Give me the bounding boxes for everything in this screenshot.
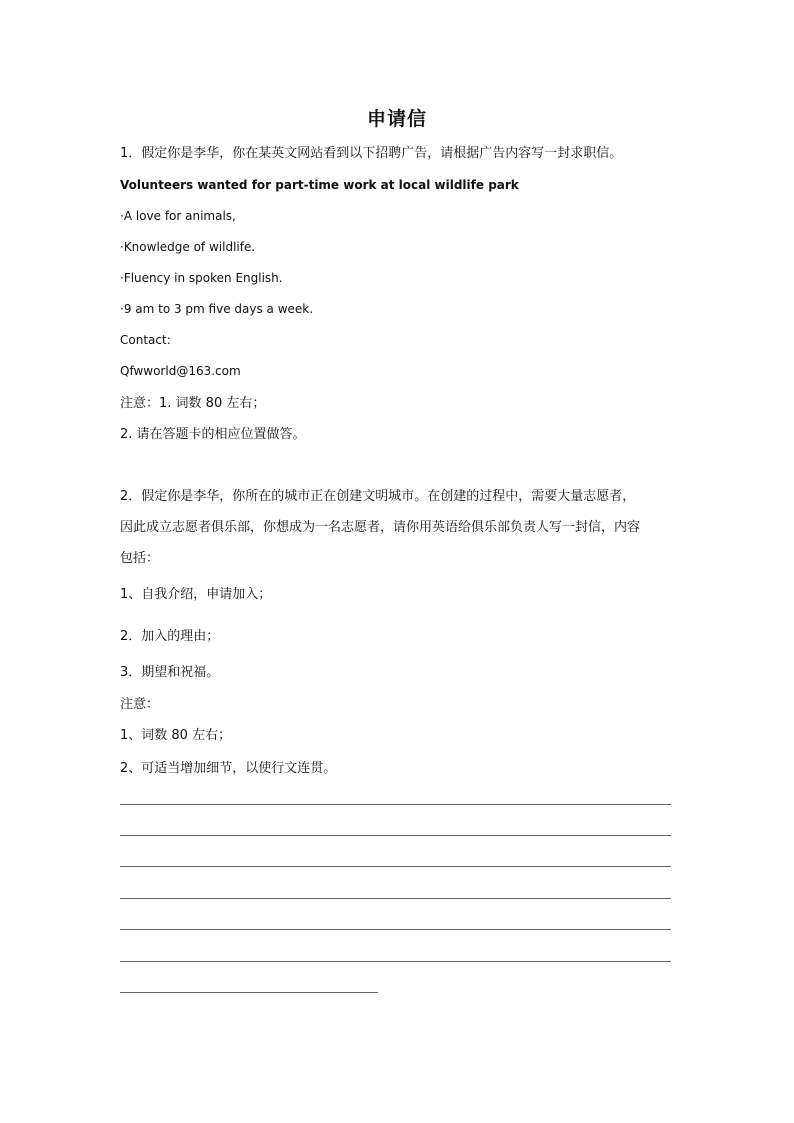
q1-note: 2. 请在答题卡的相应位置做答。	[120, 427, 306, 442]
answer-line	[120, 929, 671, 930]
answer-line	[120, 835, 671, 836]
page-title: 申请信	[366, 108, 427, 130]
answer-line	[120, 992, 378, 993]
q2-prompt-line: 包括：	[120, 551, 160, 566]
q2-note: 1、词数 80 左右；	[120, 728, 232, 743]
requirement-item: ·9 am to 3 pm five days a week.	[120, 302, 314, 316]
answer-line	[120, 866, 671, 867]
contact-label: Contact:	[120, 333, 171, 347]
q2-point: 1、自我介绍，申请加入；	[120, 587, 272, 602]
q2-prompt-line: 因此成立志愿者俱乐部，你想成为一名志愿者，请你用英语给俱乐部负责人写一封信，内容	[120, 520, 641, 535]
contact-email: Qfwworld@163.com	[120, 364, 241, 378]
q2-prompt-line: 2．假定你是李华，你所在的城市正在创建文明城市。在创建的过程中，需要大量志愿者，	[120, 489, 636, 504]
requirement-item: ·A love for animals,	[120, 209, 236, 223]
q1-note: 注意：1. 词数 80 左右；	[120, 396, 266, 411]
answer-line	[120, 961, 671, 962]
q2-notes-label: 注意：	[120, 697, 160, 712]
requirement-item: ·Fluency in spoken English.	[120, 271, 283, 285]
q2-point: 3．期望和祝福。	[120, 665, 220, 680]
q2-note: 2、可适当增加细节，以使行文连贯。	[120, 761, 337, 776]
q1-prompt: 1．假定你是李华，你在某英文网站看到以下招聘广告，请根据广告内容写一封求职信。	[120, 146, 623, 161]
requirement-item: ·Knowledge of wildlife.	[120, 240, 256, 254]
q2-point: 2．加入的理由；	[120, 629, 220, 644]
answer-line	[120, 804, 671, 805]
answer-line	[120, 898, 671, 899]
ad-heading: Volunteers wanted for part-time work at local wildlife park	[120, 178, 519, 192]
